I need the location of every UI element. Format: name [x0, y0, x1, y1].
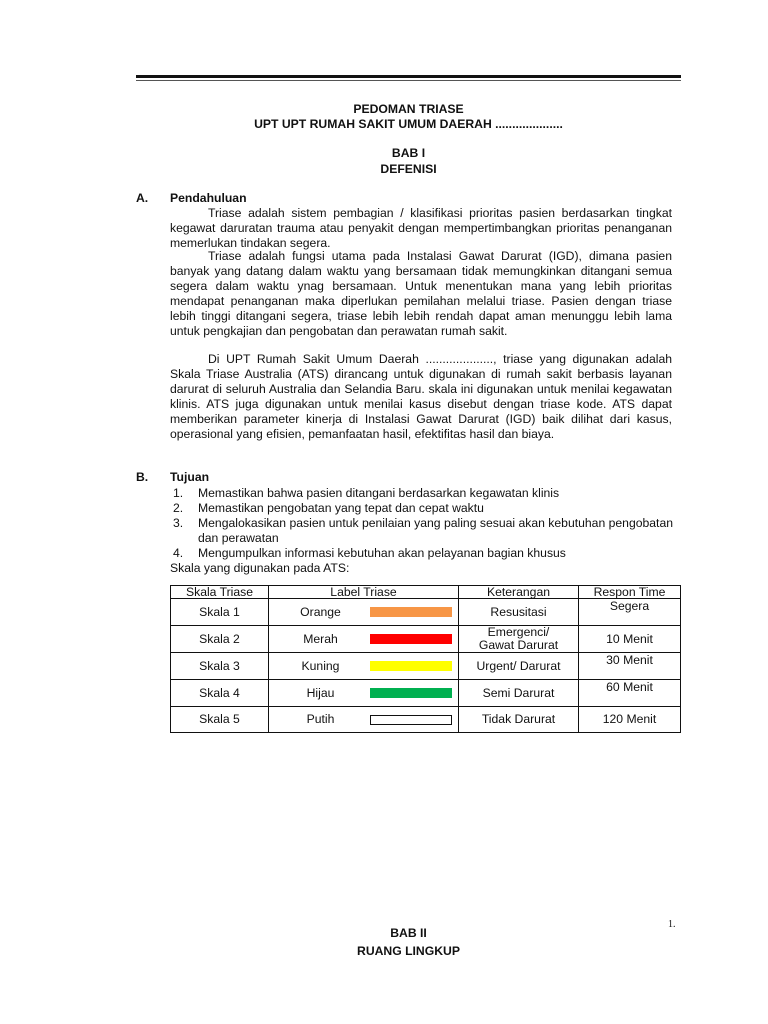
list-item-number: 3. — [173, 516, 184, 530]
table-row — [171, 653, 681, 680]
list-item-number: 4. — [173, 546, 184, 560]
header-description: Keterangan — [459, 586, 579, 599]
description-text: Resusitasi — [490, 604, 547, 619]
description-text: Semi Darurat — [482, 685, 555, 700]
objectives-list — [170, 486, 680, 576]
scale-cell: Skala 1 — [171, 599, 269, 626]
next-chapter-title: RUANG LINGKUP — [357, 944, 460, 958]
next-chapter-label: BAB II — [390, 926, 427, 940]
page-number: 1. — [668, 919, 676, 930]
list-item — [170, 501, 680, 516]
color-swatch — [370, 715, 452, 725]
table-row — [171, 599, 681, 626]
paragraph-3: Di UPT Rumah Sakit Umum Daerah ...................., triase yang digunakan adalah Skala Triase Australia (ATS) dirancang untuk digunakan di rumah sakit berbasis layanan darurat di seluruh Australia dan Selandia Baru. skala ini digunakan untuk menilai kegawatan klinis. ATS juga digunakan untuk menilai kasus disebut dengan triase kode. ATS dapat memberikan parameter kinerja di Instalasi Gawat Darurat (IGD) baik dilihat dari kasus, operasional yang efisien, pemanfaatan hasil, efektifitas hasil dan biaya. — [170, 352, 672, 441]
label-text: Hijau — [306, 685, 335, 700]
paragraph-2: Triase adalah fungsi utama pada Instalasi Gawat Darurat (IGD), dimana pasien banyak yang datang dalam waktu yang bersamaan tidak memungkinkan ditangani semua segera dalam waktu ynag bersamaan. Untuk menentukan mana yang lebih prioritas mendapat penanganan maka diperlukan pemilahan melalui triase. Pasien dengan triase lebih tinggi ditangani segera, triase lebih lebih rendah dapat aman menunggu lebih lama untuk pengkajian dan pengobatan dan perawatan rumah sakit. — [170, 249, 672, 338]
ats-table — [170, 585, 681, 733]
color-swatch — [370, 607, 452, 617]
response-time-cell: Segera — [579, 599, 681, 626]
description-text: Tidak Darurat — [481, 712, 556, 726]
doc-subtitle: UPT UPT RUMAH SAKIT UMUM DAERAH .................... — [254, 117, 563, 131]
description-text: Urgent/ Darurat — [476, 658, 561, 673]
label-cell — [269, 653, 459, 680]
scale-intro: Skala yang digunakan pada ATS: — [170, 561, 350, 575]
section-a-letter: A. — [136, 191, 149, 205]
list-item-text: Mengalokasikan pasien untuk penilaian yang paling sesuai akan kebutuhan pengobatan dan perawatan — [198, 516, 673, 545]
list-item-number: 1. — [173, 486, 184, 500]
scale-cell: Skala 5 — [171, 707, 269, 733]
description-text-line2: Gawat Darurat — [478, 638, 559, 652]
list-item-text: Memastikan bahwa pasien ditangani berdasarkan kegawatan klinis — [198, 486, 560, 500]
paragraph-1: Triase adalah sistem pembagian / klasifikasi prioritas pasien berdasarkan tingkat kegawat daruratan trauma atau penyakit dengan mempertimbangkan prioritas penanganan memerlukan tindakan segera. — [170, 206, 672, 250]
response-time-cell: 10 Menit — [579, 626, 681, 653]
scale-cell: Skala 2 — [171, 626, 269, 653]
description-text: Emergenci/ — [487, 625, 550, 639]
chapter-title: DEFENISI — [380, 162, 437, 176]
description-cell — [459, 626, 579, 653]
label-text: Orange — [300, 604, 341, 619]
label-text: Kuning — [301, 658, 340, 673]
label-text: Putih — [306, 712, 335, 726]
color-swatch — [370, 634, 452, 644]
section-b-letter: B. — [136, 470, 149, 484]
header-scale: Skala Triase — [171, 586, 269, 599]
header-rule-thick — [136, 75, 681, 78]
description-cell — [459, 680, 579, 707]
section-b-title: Tujuan — [170, 470, 210, 484]
table-header-row — [171, 586, 681, 599]
section-a-title: Pendahuluan — [170, 191, 247, 205]
description-cell — [459, 707, 579, 733]
list-item — [170, 486, 680, 501]
header-rule-thin — [136, 80, 681, 81]
label-text: Merah — [303, 631, 338, 646]
response-time-cell: 30 Menit — [579, 653, 681, 680]
list-item-number: 2. — [173, 501, 184, 515]
doc-title: PEDOMAN TRIASE — [353, 102, 464, 116]
header-response-time: Respon Time — [579, 586, 681, 599]
table-row — [171, 626, 681, 653]
list-item — [170, 546, 680, 561]
list-item-text: Mengumpulkan informasi kebutuhan akan pelayanan bagian khusus — [198, 546, 566, 560]
response-time-cell: 120 Menit — [579, 707, 681, 733]
header-label: Label Triase — [269, 586, 459, 599]
list-item — [170, 516, 680, 546]
table-row — [171, 680, 681, 707]
scale-cell: Skala 4 — [171, 680, 269, 707]
color-swatch — [370, 688, 452, 698]
label-cell — [269, 680, 459, 707]
list-item-text: Memastikan pengobatan yang tepat dan cepat waktu — [198, 501, 484, 515]
label-cell — [269, 707, 459, 733]
table-row — [171, 707, 681, 733]
chapter-label: BAB I — [391, 146, 426, 160]
description-cell — [459, 599, 579, 626]
response-time-cell: 60 Menit — [579, 680, 681, 707]
label-cell — [269, 626, 459, 653]
label-cell — [269, 599, 459, 626]
description-cell — [459, 653, 579, 680]
ats-table-body — [171, 599, 681, 733]
color-swatch — [370, 661, 452, 671]
scale-cell: Skala 3 — [171, 653, 269, 680]
